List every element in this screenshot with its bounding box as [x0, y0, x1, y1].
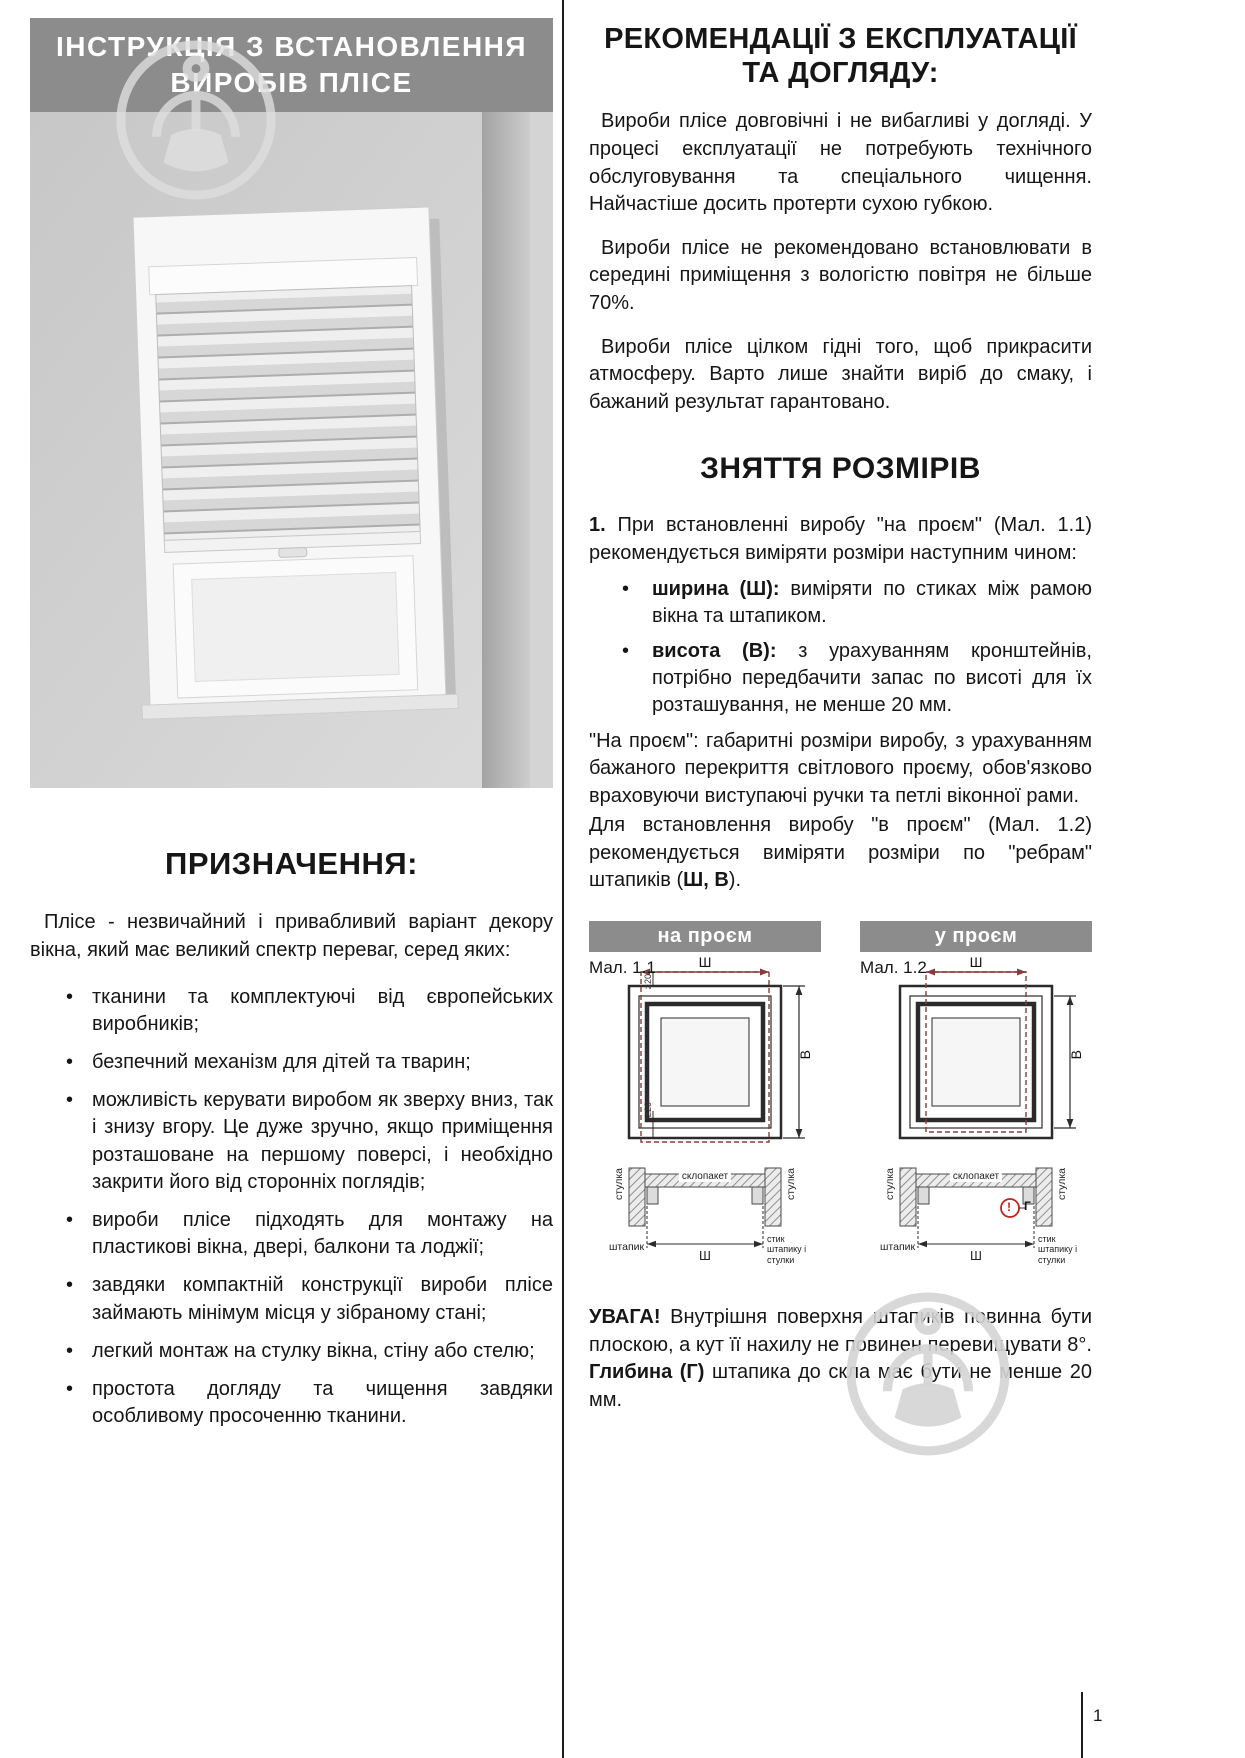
warning-exclamation-icon: ! — [1007, 1200, 1011, 1215]
measurement-figures — [589, 921, 1092, 1274]
depth-dimension-label: Г — [1024, 1199, 1031, 1214]
figure2-caption: Мал. 1.2 — [860, 958, 927, 978]
measuring-width-text: виміряти по стиках між рамою вікна та штапиком. — [652, 577, 1092, 627]
sash-right-label: стулка — [785, 1168, 797, 1201]
care-heading-line-2: ТА ДОГЛЯДУ: — [742, 57, 939, 90]
purpose-intro: Плісе - незвичайний і привабливий варіант декору вікна, який має великий спектр переваг, серед яких: — [30, 910, 553, 961]
in-opening-paragraph — [589, 812, 1092, 895]
left-column — [30, 18, 553, 1441]
figure-in-opening — [860, 921, 1092, 1274]
care-heading-line-1: РЕКОМЕНДАЦІЇ З ЕКСПЛУАТАЦІЇ — [604, 23, 1077, 55]
sash-left-label: стулка — [884, 1168, 896, 1201]
purpose-bullet — [92, 1272, 553, 1326]
attention-bold: Глибина (Г) — [589, 1361, 705, 1384]
measuring-step-text: При встановленні виробу "на проєм" (Мал. 1.1) рекомендується виміряти розміри наступним чином: — [589, 514, 1092, 564]
attention-lead: УВАГА! — [589, 1306, 661, 1329]
purpose-bullet — [92, 1087, 553, 1196]
purpose-bullet-text: вироби плісе підходять для монтажу на пластикові вікна, двері, балкони та лоджії; — [92, 1208, 553, 1259]
attention-paragraph — [589, 1304, 1092, 1414]
column-divider — [562, 0, 564, 1758]
figure2-header: у проєм — [860, 921, 1092, 952]
gap-bottom-label: ≥20 — [643, 1102, 653, 1118]
page-number: 1 — [1093, 1706, 1103, 1725]
glass-unit-label: склопакет — [679, 1171, 731, 1182]
gap-top-label: ≥20 — [643, 974, 653, 990]
title-line-1: ІНСТРУКЦІЯ З ВСТАНОВЛЕННЯ — [55, 31, 528, 62]
in-opening-text-1: Для встановлення виробу "в проєм" (Мал. 1.2) рекомендується виміряти розміри по "ребрам" штапиків ( — [589, 814, 1092, 892]
right-column — [589, 22, 1092, 1414]
figure2-diagram — [860, 956, 1092, 1274]
sash-right-label: стулка — [1056, 1168, 1068, 1201]
care-heading — [589, 22, 1092, 90]
measuring-height-text: з урахуванням кронштейнів, потрібно передбачити запас по висоті для їх розташування, не менше 20 мм. — [652, 639, 1092, 717]
purpose-bullet-text: легкий монтаж на стулку вікна, стіну або стелю; — [92, 1339, 535, 1362]
figure-on-opening — [589, 921, 821, 1274]
purpose-bullet — [92, 984, 553, 1038]
title-line-2: ВИРОБІВ ПЛІСЕ — [170, 66, 413, 98]
measuring-step-number: 1. — [589, 514, 606, 537]
in-opening-bold: Ш, В — [683, 869, 729, 892]
measuring-height-lead: висота (В): — [652, 639, 777, 662]
measuring-bullet-height — [652, 638, 1092, 720]
purpose-bullet-text: можливість керувати виробом як зверху вниз, так і знизу вгору. Це дуже зручно, якщо приміщення розташоване на першому поверсі, і необхідно закрити його від сторонніх поглядів; — [92, 1089, 553, 1193]
figure1-diagram — [589, 956, 821, 1274]
purpose-bullet-text: безпечний механізм для дітей та тварин; — [92, 1051, 471, 1074]
footer-rule — [1081, 1692, 1083, 1758]
width-bottom-label: Ш — [699, 1248, 711, 1264]
care-paragraph-3: Вироби плісе цілком гідні того, щоб прикрасити атмосферу. Варто лише знайти виріб до смаку, і бажаний результат гарантовано. — [589, 335, 1092, 413]
joint-label: стик штапику і стулки — [767, 1234, 807, 1265]
purpose-bullet — [92, 1338, 553, 1365]
title-banner — [30, 18, 553, 112]
figure1-caption: Мал. 1.1 — [589, 958, 656, 978]
purpose-bullet-text: простота догляду та чищення завдяки особливому просоченню тканини. — [92, 1377, 553, 1428]
figure2-body — [860, 956, 1092, 1274]
width-dimension-label: Ш — [969, 954, 983, 971]
on-opening-paragraph: "На проєм": габаритні розміри виробу, з урахуванням бажаного перекриття світлового проєму, обов'язково враховуючи виступаючі ручки та петлі віконної рами. — [589, 729, 1092, 807]
measuring-bullet-list — [589, 576, 1092, 720]
figure1-body — [589, 956, 821, 1274]
purpose-bullet-list — [30, 984, 553, 1431]
attention-text-1: Внутрішня поверхня штапиків повинна бути плоскою, а кут її нахилу не повинен перевищувати 8°. — [589, 1306, 1092, 1356]
figure1-header: на проєм — [589, 921, 821, 952]
purpose-bullet — [92, 1049, 553, 1076]
height-dimension-label: В — [1068, 1050, 1084, 1060]
measuring-bullet-width — [652, 576, 1092, 630]
joint-label: стик штапику і стулки — [1038, 1234, 1078, 1265]
bead-label: штапик — [880, 1241, 916, 1254]
bead-label: штапик — [609, 1241, 645, 1254]
purpose-bullet-text: завдяки компактній конструкції вироби плісе займають мінімум місця у зібраному стані; — [92, 1274, 553, 1324]
window-render-image — [30, 112, 553, 788]
width-bottom-label: Ш — [970, 1248, 982, 1264]
attention-text-2: штапика до скла має бути не менше 20 мм. — [589, 1361, 1092, 1411]
window-illustration — [30, 112, 553, 788]
in-opening-text-2: ). — [728, 869, 742, 892]
measuring-heading: ЗНЯТТЯ РОЗМІРІВ — [700, 452, 981, 486]
care-paragraph-2: Вироби плісе не рекомендовано встановлювати в середині приміщення з вологістю повітря не більше 70%. — [589, 236, 1092, 314]
glass-unit-label: склопакет — [950, 1171, 1002, 1182]
care-paragraph-1: Вироби плісе довговічні і не вибагливі у догляді. У процесі експлуатації не потребують технічного обслуговування та спеціального чищення. Найчастіше досить протерти сухою губкою. — [589, 110, 1092, 216]
width-dimension-label: Ш — [698, 954, 712, 971]
purpose-bullet — [92, 1376, 553, 1430]
measuring-step — [589, 512, 1092, 567]
measuring-width-lead: ширина (Ш): — [652, 577, 780, 600]
sash-left-label: стулка — [613, 1168, 625, 1201]
purpose-bullet — [92, 1207, 553, 1261]
purpose-heading: ПРИЗНАЧЕННЯ: — [165, 845, 418, 881]
height-dimension-label: В — [797, 1050, 813, 1060]
purpose-bullet-text: тканини та комплектуючі від європейських виробників; — [92, 985, 553, 1035]
